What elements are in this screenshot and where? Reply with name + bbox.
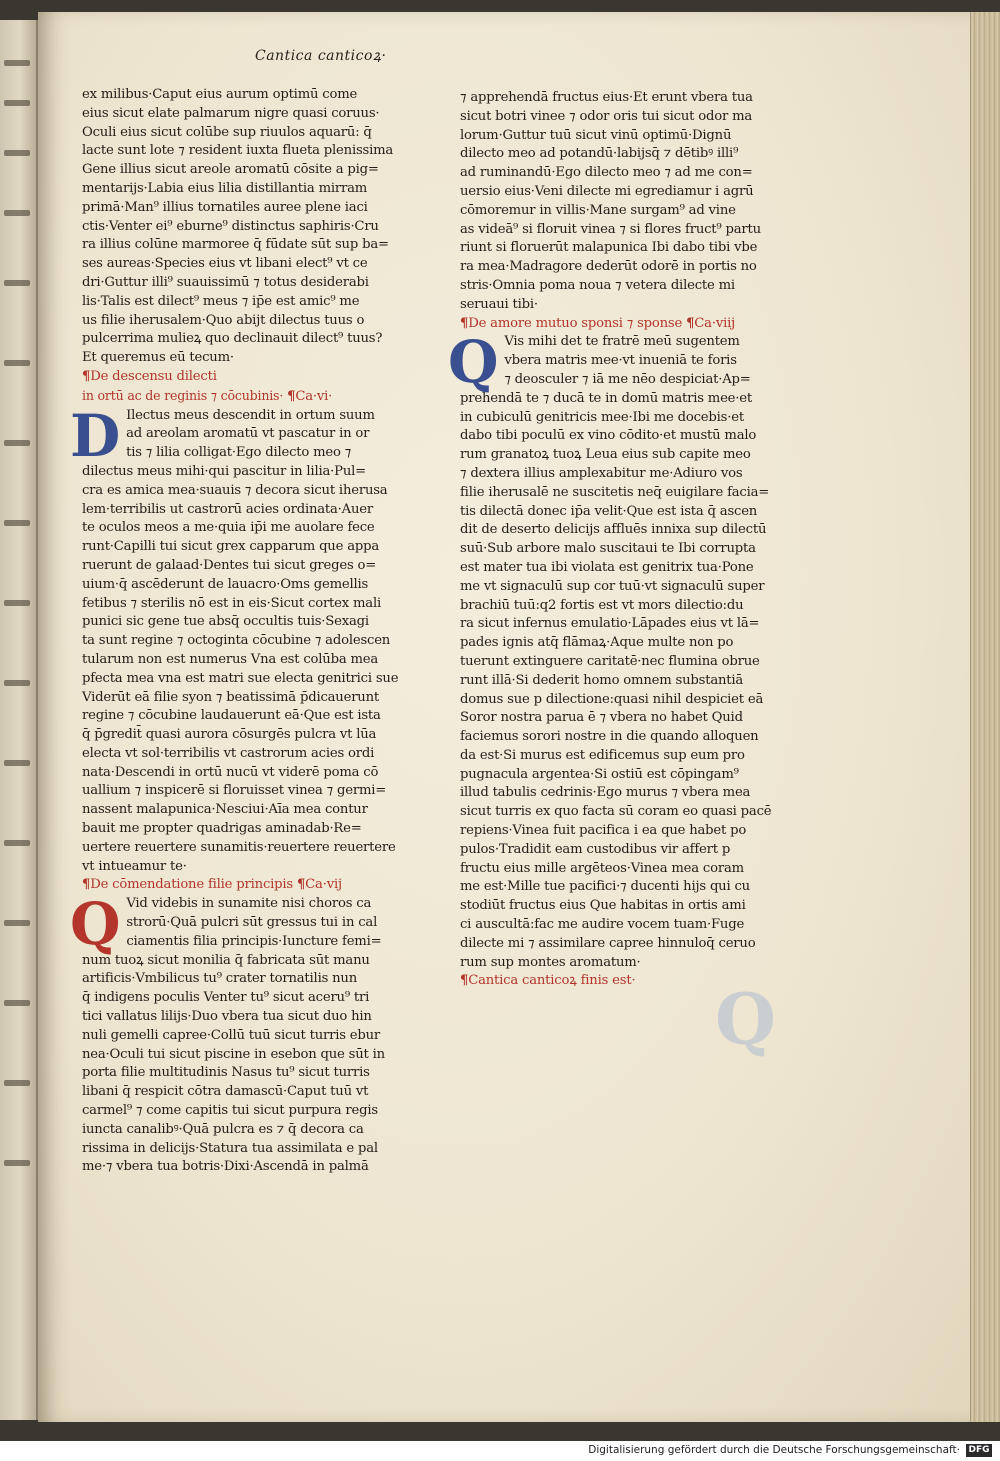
right-column: ⁊ apprehendā fructus eius·Et erunt vbera tua sicut botri vinee ⁊ odor oris tui sicut odor ma lorum·Guttur tuū sicut vinū optimū·Dignū dilecto meo ad potandū·labijsq̄ ⁊ dētibꝰ illi⁹ ad ruminandū·Ego dilecto meo ⁊ ad me con= uersio eius·Veni dilecte mi egrediamur i agrū cōmoremur in villis·Mane surgam⁹ ad vine as videā⁹ si floruit vinea ⁊ si flores fruct⁹ partu riunt si floruerūt malapunica Ibi dabo tibi vbe ra mea·Madragore dederūt odorē in portis no stris·Omnia poma noua ⁊ vetera dilecte mi seruaui tibi· ¶De amore mutuo sponsi ⁊ sponse ¶Ca·viij Q Vis mihi det te fratrē meū sugentem vbera matris mee·vt inueniā te foris ⁊ deosculer ⁊ iā me nēo despiciat·Ap= prehendā te ⁊ ducā te in domū matris mee·et in cubiculū genitricis mee·Ibi me docebis·et dabo tibi poculū ex vino cōdito·et mustū malo rum granatoꝝ tuoꝝ Leua eius sub capite meo ⁊ dextera illius amplexabitur me·Adiuro vos filie iherusalē ne suscitetis neq̄ euigilare facia= tis dilectā donec ip̄a velit·Que est ista q̄ ascen dit de deserto delicijs affluēs innixa sup dilectū suū·Sub arbore malo suscitaui te Ibi corrupta est mater tua ibi violata est genitrix tua·Pone me vt signaculū sup cor tuū·vt signaculū super brachiū tuū:q2 fortis est vt mors dilectio:du ra sicut infernus emulatio·Lāpades eius vt lā= pades ignis atq̄ flāmaꝝ·Aque multe non po tuerunt extinguere caritatē·nec flumina obrue runt illā·Si dederit homo omnem substantiā domus sue p dilectione:quasi nihil despiciet eā Soror nostra parua ē ⁊ vbera no habet Quid faciemus sorori nostre in die quando alloquen da est·Si murus est edificemus sup eum pro pugnacula argentea·Si ostiū est cōpingam⁹ illud tabulis cedrinis·Ego murus ⁊ vbera mea sicut turris ex quo facta sū coram eo quasi pacē repiens·Vinea fuit pacifica i ea que habet po pulos·Tradidit eam custodibus vir affert p fructu eius mille argēteos·Vinea mea coram me est·Mille tue pacifici·⁊ ducenti hijs qui cu stodiūt fructus eius Que habitas in ortis ami ci auscultā:fac me audire vocem tuam·Fuge dilecte mi ⁊ assimilare capree hinnuloq̄ ceruo rum sup montes aromatum· ¶Cantica canticoꝝ finis est· (460, 89, 800, 991)
text-line: Viderūt eā filie syon ⁊ beatissimā p̄dicauerunt (82, 689, 379, 705)
text-line: as videā⁹ si floruit vinea ⁊ si flores fruct⁹ partu (460, 221, 761, 237)
text-line: eius sicut elate palmarum nigre quasi coruus· (82, 105, 380, 121)
text-line: illud tabulis cedrinis·Ego murus ⁊ vbera mea (460, 785, 751, 801)
text-line: tuerunt extinguere caritatē·nec flumina obrue (460, 653, 760, 669)
text-line: lorum·Guttur tuū sicut vinū optimū·Dignū (460, 127, 732, 143)
text-line: electa vt sol·terribilis vt castrorum acies ordi (82, 745, 375, 761)
text-line: primā·Man⁹ illius tornatiles auree plene iaci (82, 199, 368, 215)
text-line: faciemus sorori nostre in die quando alloquen (460, 729, 759, 745)
text-line: ruerunt de galaad·Dentes tui sicut greges o= (82, 557, 377, 573)
text-line: punici sic gene tue absq̄ occultis tuis·Sexagi (82, 614, 369, 630)
text-line: regine ⁊ cōcubine laudauerunt eā·Que est ista (82, 708, 381, 724)
text-line: lis·Talis est dilect⁹ meus ⁊ ip̄e est amic⁹ me (82, 293, 360, 309)
rubric-heading-cont: in ortū ac de reginis ⁊ cōcubinis· (82, 387, 284, 403)
text-line: dilecto meo ad potandū·labijsq̄ ⁊ dētibꝰ illi⁹ (460, 146, 739, 162)
text-line: runt illā·Si dederit homo omnem substantiā (460, 672, 744, 688)
text-line: ctis·Venter ei⁹ eburne⁹ distinctus saphiris·Cru (82, 218, 379, 234)
text-line: nuli gemelli capree·Collū tuū sicut turris ebur (82, 1027, 381, 1043)
text-line: runt·Capilli tui sicut grex capparum que appa (82, 539, 380, 555)
text-line: ciamentis filia principis·Iuncture femi= (126, 933, 382, 949)
explicit-label: Cantica canticoꝝ finis est· (468, 973, 636, 989)
text-line: ta sunt regine ⁊ octoginta cōcubine ⁊ adolescen (82, 633, 391, 649)
text-line: lacte sunt lote ⁊ resident iuxta flueta plenissima (82, 143, 394, 159)
text-line: fetibus ⁊ sterilis nō est in eis·Sicut cortex mali (82, 595, 381, 611)
text-line: pulcerrima mulieꝝ quo declinauit dilect⁹ tuus? (82, 331, 383, 347)
text-line: dilectus meus mihi·qui pascitur in lilia·Pul= (82, 463, 366, 479)
text-line: us filie iherusalem·Quo abijt dilectus tuus o (82, 312, 365, 328)
text-line: me·⁊ vbera tua botris·Dixi·Ascendā in palmā (82, 1159, 369, 1175)
text-line: ad ruminandū·Ego dilecto meo ⁊ ad me con= (460, 165, 753, 181)
text-line: lem·terribilis ut castrorū acies ordinata·Auer (82, 501, 374, 517)
facing-page-edge (0, 20, 38, 1420)
text-line: filie iherusalē ne suscitetis neq̄ euigilare facia= (460, 484, 770, 500)
text-line: ra sicut infernus emulatio·Lāpades eius vt lā= (460, 616, 760, 632)
text-line: tularum non est numerus Vna est colūba mea (82, 651, 379, 667)
pilcrow-icon: ¶ (82, 368, 91, 384)
text-line: Gene illius sicut areole aromatū cōsite a pig= (82, 162, 379, 178)
text-line: da est·Si murus est edificemus sup eum pro (460, 747, 745, 763)
text-line: ⁊ apprehendā fructus eius·Et erunt vbera tua (460, 90, 753, 105)
text-line: me vt signaculū sup cor tuū·vt signaculū super (460, 578, 765, 594)
text-line: pulos·Tradidit eam custodibus vir affert p (460, 841, 731, 857)
text-line: mentarijs·Labia eius lilia distillantia mirram (82, 180, 368, 196)
text-line: ses aureas·Species eius vt libani elect⁹ vt ce (82, 256, 368, 272)
funding-notice: Digitalisierung gefördert durch die Deutsche Forschungsgemeinschaft· (588, 1444, 960, 1456)
text-line: iuncta canalibꝰ·Quā pulcra es ⁊ q̄ decora ca (82, 1121, 364, 1137)
text-line: suū·Sub arbore malo suscitaui te Ibi corrupta (460, 541, 756, 557)
text-line: carmel⁹ ⁊ come capitis tui sicut purpura regis (82, 1103, 378, 1119)
text-line: dri·Guttur illi⁹ suauissimū ⁊ totus desiderabi (82, 274, 369, 290)
page-stack-edge (970, 12, 1000, 1422)
text-line: fructu eius mille argēteos·Vinea mea coram (460, 860, 744, 876)
text-line: cōmoremur in villis·Mane surgam⁹ ad vine (460, 202, 736, 218)
text-line: cra es amica mea·suauis ⁊ decora sicut iherusa (82, 482, 388, 498)
text-line: sicut botri vinee ⁊ odor oris tui sicut odor ma (460, 108, 753, 124)
text-line: uertere reuertere sunamitis·reuertere reuertere (82, 839, 396, 855)
text-line: riunt si floruerūt malapunica Ibi dabo tibi vbe (460, 240, 758, 256)
text-line: rum sup montes aromatum· (460, 954, 641, 970)
text-line: dilecte mi ⁊ assimilare capree hinnuloq̄ ceruo (460, 935, 756, 951)
chapter-label: Ca·vi· (295, 388, 333, 404)
text-line: brachiū tuū:q2 fortis est vt mors dilectio:du (460, 597, 744, 613)
text-line: repiens·Vinea fuit pacifica i ea que habet po (460, 823, 747, 839)
initial-q-icon: Q (70, 890, 121, 959)
running-header: Cantica canticoꝝ· (255, 48, 387, 64)
text-line: dabo tibi poculū ex vino cōdito·et mustū malo (460, 428, 757, 444)
text-line: me est·Mille tue pacifici·⁊ ducenti hijs qui cu (460, 879, 750, 895)
text-line: ra mea·Madragore dederūt odorē in portis no (460, 259, 757, 275)
text-line: Vis mihi det te fratrē meū sugentem (504, 334, 740, 350)
text-line: q̄ indigens poculis Venter tu⁹ sicut aceru⁹ tri (82, 990, 370, 1006)
footer-bar (0, 1441, 1000, 1461)
text-line: stodiūt fructus eius Que habitas in ortis ami (460, 898, 746, 914)
text-line: porta filie multitudinis Nasus tu⁹ sicut turris (82, 1065, 370, 1081)
text-line: ⁊ dextera illius amplexabitur me·Adiuro vos (460, 465, 743, 481)
text-line: nassent malapunica·Nesciui·Aīa mea contur (82, 802, 368, 818)
rubric-heading: De cōmendatione filie principis (90, 877, 293, 893)
text-line: sicut turris ex quo facta sū coram eo quasi pacē (460, 804, 772, 820)
text-line: Oculi eius sicut colūbe sup riuulos aquarū: q̄ (82, 124, 372, 140)
text-line: stris·Omnia poma noua ⁊ vetera dilecte mi (460, 277, 735, 293)
text-line: q̄ p̄gredit̄ quasi aurora cōsurgēs pulcra vt lūa (82, 727, 377, 743)
text-line: tis dilectā donec ip̄a velit·Que est ista q̄ ascen (460, 503, 758, 519)
show-through-initial-icon: Q (715, 978, 776, 1061)
text-line: artificis·Vmbilicus tu⁹ crater tornatilis nun (82, 971, 358, 987)
text-line: uersio eius·Veni dilecte mi egrediamur i agrū (460, 183, 754, 199)
text-line: dit de deserto delicijs affluēs innixa sup dilectū (460, 522, 767, 538)
text-line: ad areolam aromatū vt pascatur in or (126, 426, 370, 442)
initial-d-icon: D (70, 401, 121, 470)
text-line: Ilectus meus descendit in ortum suum (126, 407, 375, 423)
text-line: libani q̄ respicit cōtra damascū·Caput tuū vt (82, 1084, 369, 1100)
text-line: ex milibus·Caput eius aurum optimū come (82, 87, 358, 102)
dfg-logo: DFG (966, 1444, 992, 1457)
text-line: rum granatoꝝ tuoꝝ Leua eius sub capite meo (460, 447, 751, 463)
text-line: ci auscultā:fac me audire vocem tuam·Fuge (460, 917, 745, 933)
text-line: tici vallatus lilijs·Duo vbera tua sicut duo hin (82, 1009, 372, 1025)
text-line: Soror nostra parua ē ⁊ vbera no habet Quid (460, 710, 743, 726)
text-line: uium·q̄ ascēderunt de lauacro·Oms gemellis (82, 576, 369, 592)
rubric-heading: De descensu dilecti (90, 368, 217, 384)
text-line: vbera matris mee·vt inueniā te foris (504, 353, 737, 369)
text-line: in cubiculū genitricis mee·Ibi me docebis·et (460, 409, 744, 425)
chapter-label: Ca·viij (694, 315, 736, 331)
text-line: vt intueamur te· (82, 858, 187, 874)
text-line: te oculos meos a me·quia ip̄i me auolare fece (82, 520, 375, 536)
text-line: pfecta mea vna est matri sue electa genitrici sue (82, 670, 399, 686)
text-line: seruaui tibi· (460, 296, 538, 312)
text-line: rissima in delicijs·Statura tua assimilata e pal (82, 1140, 378, 1156)
text-line: ra illius colūne marmoree q̄ fūdate sūt sup ba= (82, 237, 389, 253)
text-line: bauit me propter quadrigas aminadab·Re= (82, 821, 362, 837)
text-line: nea·Oculi tui sicut piscine in esebon que sūt in (82, 1046, 385, 1062)
rubric-heading: De amore mutuo sponsi ⁊ sponse (468, 315, 683, 331)
text-line: num tuoꝝ sicut monilia q̄ fabricata sūt manu (82, 952, 370, 968)
chapter-label: Ca·vij (305, 877, 342, 893)
text-line: Vid videbis in sunamite nisi choros ca (126, 896, 372, 912)
text-line: ⁊ deosculer ⁊ iā me nēo despiciat·Ap= (504, 371, 751, 387)
text-line: domus sue p dilectione:quasi nihil despiciet eā (460, 691, 764, 707)
text-line: nata·Descendi in ortū nucū vt viderē poma cō (82, 764, 379, 780)
text-line: est mater tua ibi violata est genitrix tua·Pone (460, 559, 754, 575)
text-line: pugnacula argentea·Si ostiū est cōpingam⁹ (460, 766, 739, 782)
initial-q-blue-icon: Q (448, 328, 499, 397)
text-line: prehendā te ⁊ ducā te in domū matris mee·et (460, 390, 752, 406)
text-line: Et queremus eū tecum· (82, 350, 234, 366)
text-line: uallium ⁊ inspicerē si floruisset vinea ⁊ germi= (82, 783, 387, 799)
text-line: tis ⁊ lilia colligat·Ego dilecto meo ⁊ (126, 445, 352, 461)
text-line: strorū·Quā pulcri sūt gressus tui in cal (126, 915, 378, 931)
text-line: pades ignis atq̄ flāmaꝝ·Aque multe non po (460, 635, 734, 651)
left-column: ex milibus·Caput eius aurum optimū come eius sicut elate palmarum nigre quasi coruus· Oculi eius sicut colūbe sup riuulos aquarū: q̄ lacte sunt lote ⁊ resident iuxta flueta plenissima Gene illius sicut areole aromatū cōsite a pig= mentarijs·Labia eius lilia distillantia mirram primā·Man⁹ illius tornatiles auree plene iaci ctis·Venter ei⁹ eburne⁹ distinctus saphiris·Cru ra illius colūne marmoree q̄ fūdate sūt sup ba= ses aureas·Species eius vt libani elect⁹ vt ce dri·Guttur illi⁹ suauissimū ⁊ totus desiderabi lis·Talis est dilect⁹ meus ⁊ ip̄e est amic⁹ me us filie iherusalem·Quo abijt dilectus tuus o pulcerrima mulieꝝ quo declinauit dilect⁹ tuus? Et queremus eū tecum· ¶De descensu dilecti in ortū ac de reginis ⁊ cōcubinis· ¶Ca·vi· D Ilectus meus descendit in ortum suum ad areolam aromatū vt pascatur in or tis ⁊ lilia colligat·Ego dilecto meo ⁊ dilectus meus mihi·qui pascitur in lilia·Pul= cra es amica mea·suauis ⁊ decora sicut iherusa lem·terribilis ut castrorū acies ordinata·Auer te oculos meos a me·quia ip̄i me auolare fece runt·Capilli tui sicut grex capparum que appa ruerunt de galaad·Dentes tui sicut greges o= uium·q̄ ascēderunt de lauacro·Oms gemellis fetibus ⁊ sterilis nō est in eis·Sicut cortex mali punici sic gene tue absq̄ occultis tuis·Sexagi ta sunt regine ⁊ octoginta cōcubine ⁊ adolescen tularum non est numerus Vna est colūba mea pfecta mea vna est matri sue electa genitrici sue Viderūt eā filie syon ⁊ beatissimā p̄dicauerunt regine ⁊ cōcubine laudauerunt eā·Que est ista q̄ p̄gredit̄ quasi aurora cōsurgēs pulcra vt lūa electa vt sol·terribilis vt castrorum acies ordi nata·Descendi in ortū nucū vt viderē poma cō uallium ⁊ inspicerē si floruisset vinea ⁊ germi= nassent malapunica·Nesciui·Aīa mea contur bauit me propter quadrigas aminadab·Re= uertere reuertere sunamitis·reuertere reuertere vt intueamur te· ¶De cōmendatione filie principis ¶Ca·vij Q Vid videbis in sunamite nisi choros ca strorū·Quā pulcri sūt gressus tui in cal ciamentis filia principis·Iuncture femi= num tuoꝝ sicut monilia q̄ fabricata sūt manu artificis·Vmbilicus tu⁹ crater tornatilis nun q̄ indigens poculis Venter tu⁹ sicut aceru⁹ tri tici vallatus lilijs·Duo vbera tua sicut duo hin nuli gemelli capree·Collū tuū sicut turris ebur nea·Oculi tui sicut piscine in esebon que sūt in porta filie multitudinis Nasus tu⁹ sicut turris libani q̄ respicit cōtra damascū·Caput tuū vt carmel⁹ ⁊ come capitis tui sicut purpura regis iuncta canalibꝰ·Quā pulcra es ⁊ q̄ decora ca rissima in delicijs·Statura tua assimilata e pal me·⁊ vbera tua botris·Dixi·Ascendā in palmā (82, 86, 412, 1177)
